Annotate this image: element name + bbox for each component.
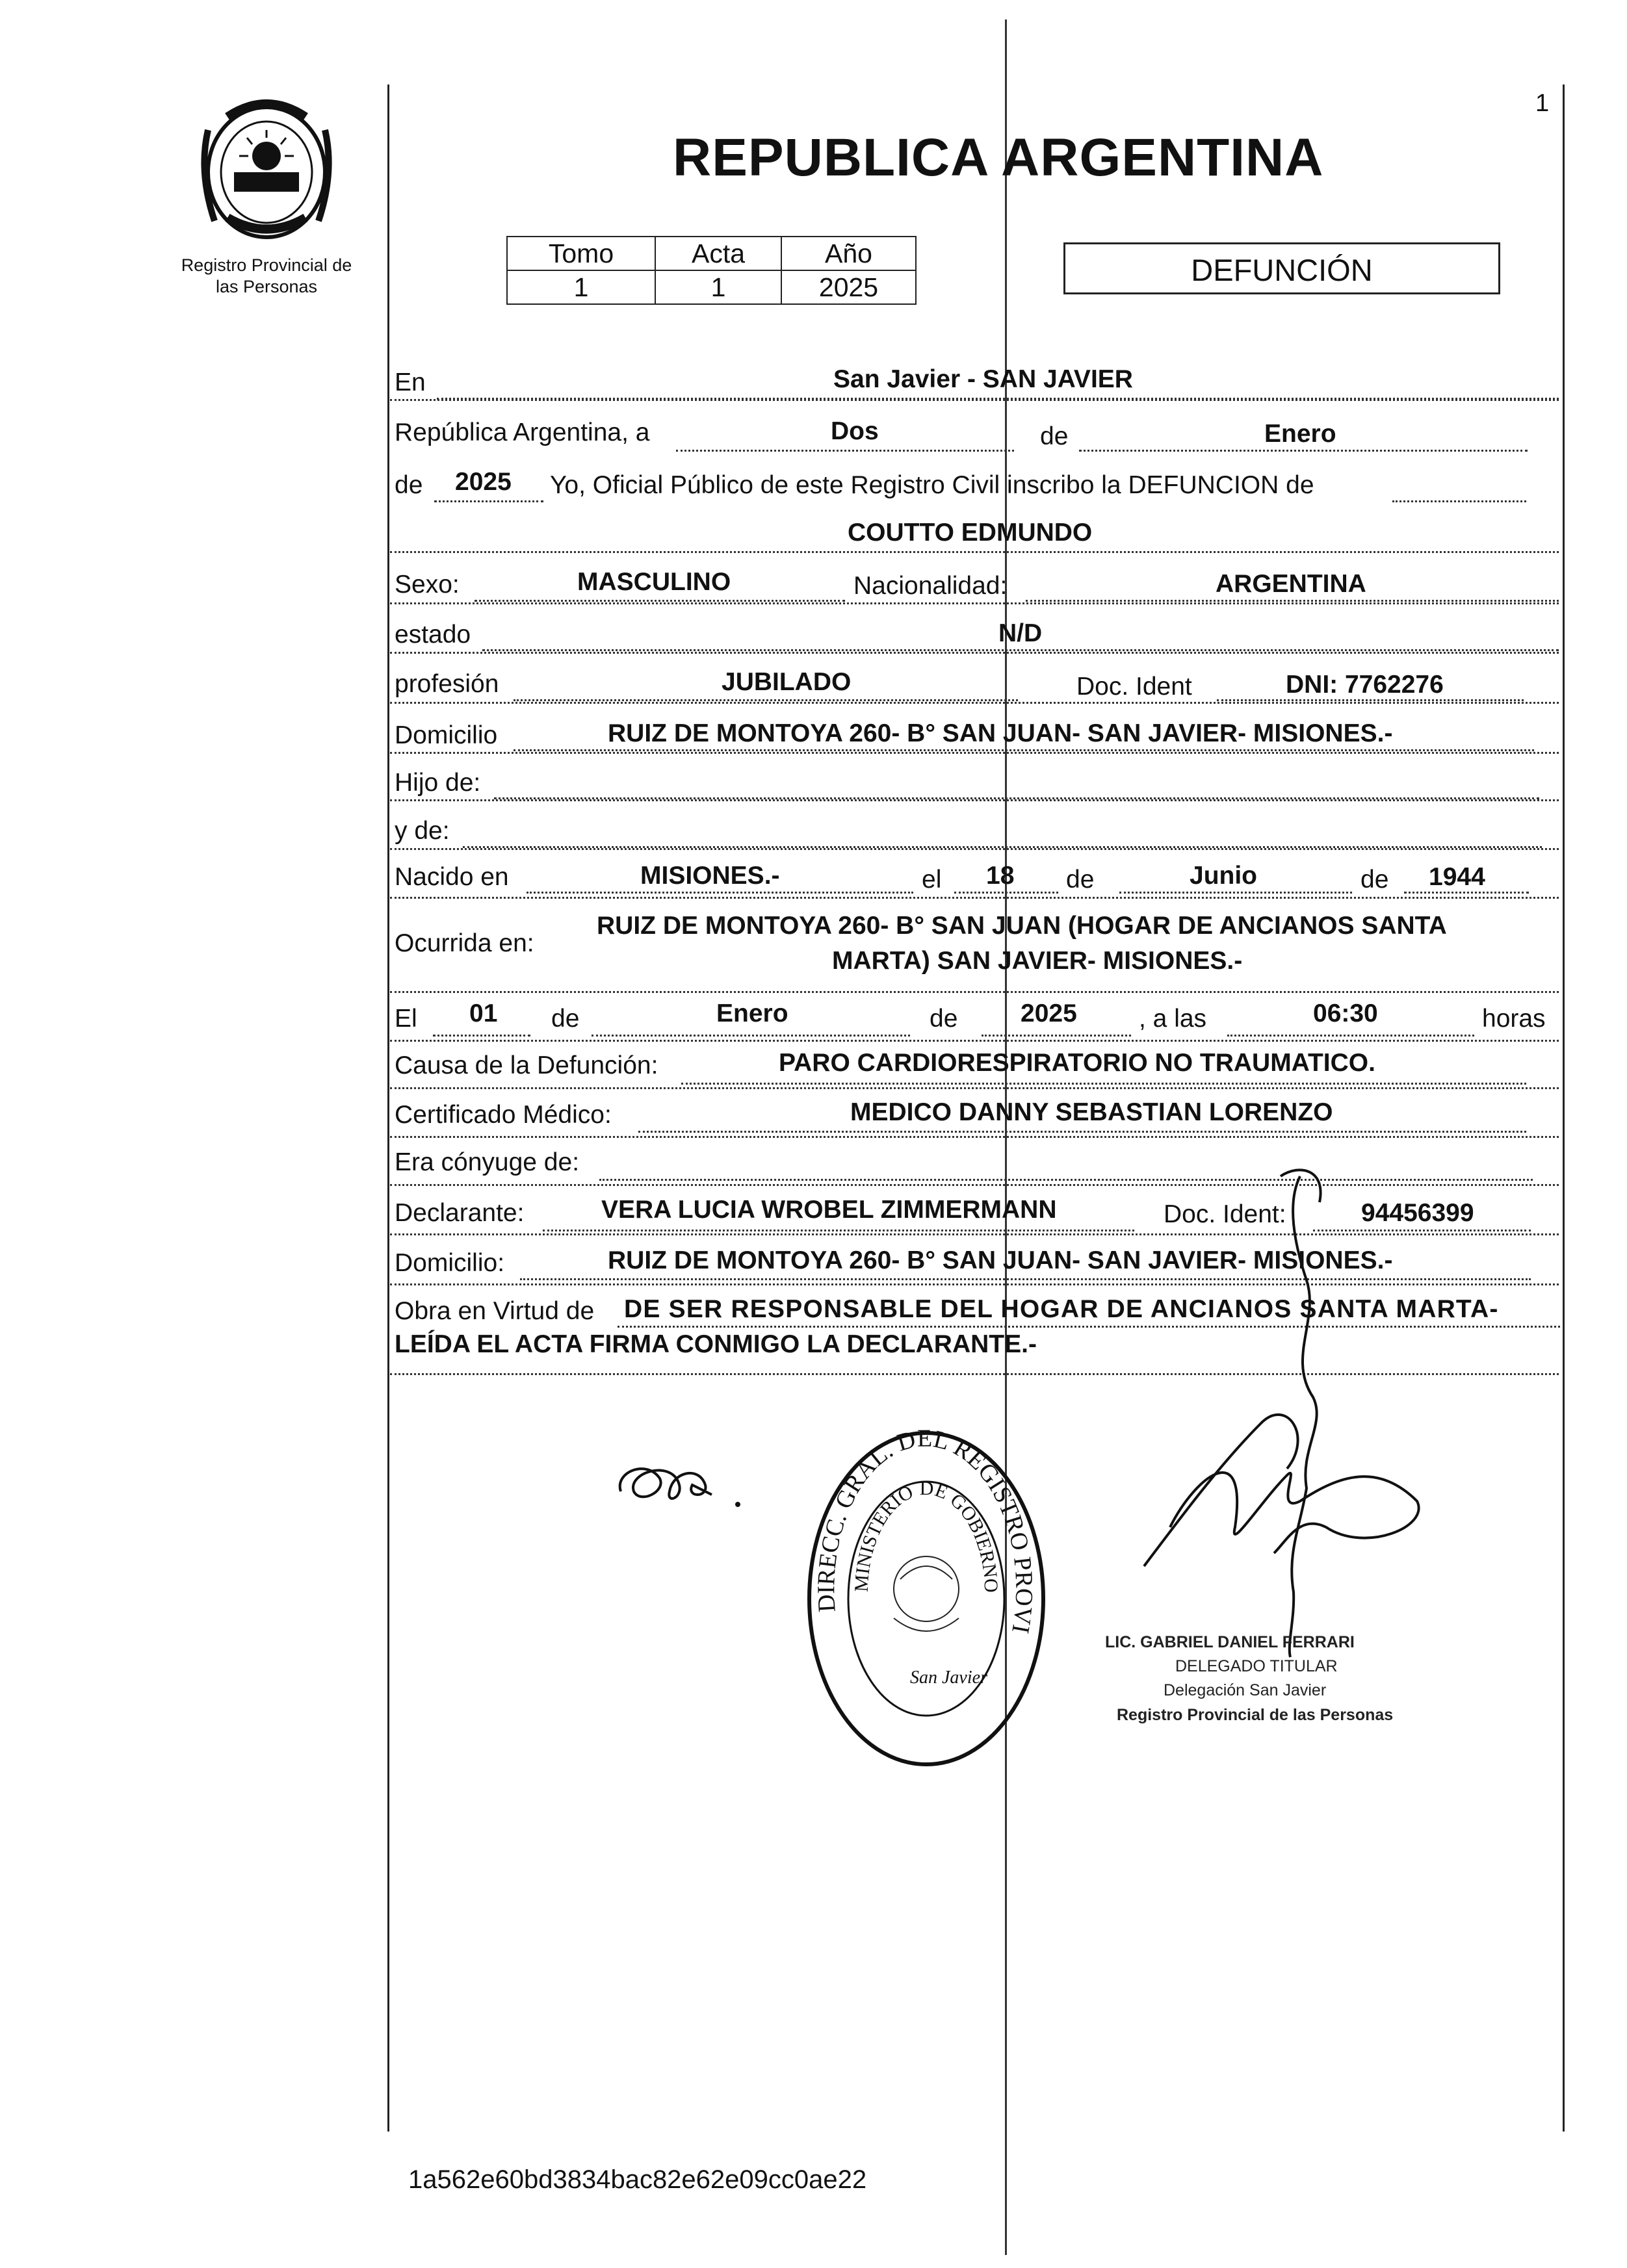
- dotted-fill: [638, 1131, 1526, 1133]
- dotted-fill: [527, 892, 913, 894]
- officer-role: DELEGADO TITULAR: [1175, 1657, 1338, 1675]
- dotted-fill: [463, 846, 1542, 848]
- cert-value: MEDICO DANNY SEBASTIAN LORENZO: [850, 1098, 1333, 1126]
- obra-value-line2: LEÍDA EL ACTA FIRMA CONMIGO LA DECLARANTE.-: [395, 1330, 1037, 1358]
- row-divider: [390, 799, 1559, 801]
- ocurrida-value-line2: MARTA) SAN JAVIER- MISIONES.-: [832, 947, 1243, 975]
- sexo-label: Sexo:: [395, 571, 460, 599]
- hijo-label: Hijo de:: [395, 769, 481, 797]
- nacionalidad-value: ARGENTINA: [1216, 570, 1366, 598]
- row-divider: [390, 752, 1559, 754]
- dotted-fill: [475, 600, 845, 602]
- ocurrida-value-line1: RUIZ DE MONTOYA 260- B° SAN JUAN (HOGAR DE ANCIANOS SANTA: [597, 912, 1447, 940]
- page-number: 1: [1535, 90, 1550, 117]
- right-margin-line: [1563, 84, 1565, 2132]
- de2-label: de: [395, 471, 423, 499]
- document-hash: 1a562e60bd3834bac82e62e09cc0ae22: [408, 2165, 867, 2194]
- ocurrida-label: Ocurrida en:: [395, 929, 534, 957]
- death-day-value: 01: [469, 999, 498, 1027]
- seal-inner-text: MINISTERIO DE GOBIERNO: [850, 1477, 1002, 1593]
- row-divider: [390, 1136, 1559, 1138]
- year-value: 2025: [455, 468, 512, 496]
- table-header: Acta: [655, 237, 781, 270]
- republica-label: República Argentina, a: [395, 419, 650, 446]
- row-divider: [390, 1040, 1559, 1042]
- row-divider: [390, 602, 1559, 604]
- death-time-value: 06:30: [1313, 999, 1378, 1027]
- seal-city-text: San Javier: [910, 1668, 987, 1688]
- row-divider: [390, 991, 1559, 993]
- profesion-label: profesión: [395, 670, 499, 698]
- dotted-fill: [1404, 892, 1529, 894]
- registry-label: Registro Provincial de las Personas: [181, 255, 352, 296]
- domicilio2-label: Domicilio:: [395, 1249, 505, 1277]
- dotted-fill: [681, 1083, 1526, 1085]
- row-divider: [390, 551, 1559, 553]
- misiones-coat-of-arms-logo: [189, 91, 345, 247]
- row-divider: [390, 652, 1559, 654]
- horas-label: horas: [1482, 1005, 1546, 1033]
- profesion-value: JUBILADO: [722, 668, 852, 696]
- dotted-fill: [434, 500, 543, 502]
- causa-value: PARO CARDIORESPIRATORIO NO TRAUMATICO.: [779, 1049, 1375, 1077]
- initials-signature: [608, 1446, 738, 1524]
- dotted-fill: [482, 649, 1559, 651]
- left-margin-line: [387, 84, 389, 2132]
- doc-label: Doc. Ident: [1076, 673, 1192, 701]
- table-cell: 1: [655, 270, 781, 304]
- cert-label: Certificado Médico:: [395, 1101, 612, 1129]
- dotted-fill: [514, 749, 1534, 751]
- table-cell: 1: [507, 270, 655, 304]
- alas-label: , a las: [1139, 1005, 1207, 1033]
- conyuge-label: Era cónyuge de:: [395, 1148, 580, 1176]
- causa-label: Causa de la Defunción:: [395, 1051, 658, 1079]
- place-value: San Javier - SAN JAVIER: [833, 365, 1133, 393]
- el-label: el: [922, 866, 942, 894]
- table-cell: 2025: [781, 270, 916, 304]
- deceased-name-value: COUTTO EDMUNDO: [848, 519, 1093, 547]
- dotted-fill: [437, 398, 1559, 400]
- obra-label: Obra en Virtud de: [395, 1297, 595, 1325]
- el2-label: El: [395, 1005, 417, 1033]
- record-type-box: DEFUNCIÓN: [1063, 242, 1500, 294]
- de4-label: de: [1360, 866, 1389, 894]
- seal-outer-text: DIRECC. GRAL. DEL REGISTRO PROVINCIAL DE LAS PERSONAS: [787, 1402, 1038, 1636]
- yde-label: y de:: [395, 817, 450, 845]
- birth-month-value: Junio: [1190, 862, 1257, 890]
- domicilio-value: RUIZ DE MONTOYA 260- B° SAN JUAN- SAN JAVIER- MISIONES.-: [608, 719, 1393, 747]
- page-title: REPUBLICA ARGENTINA: [673, 128, 1324, 187]
- row-divider: [390, 702, 1559, 704]
- svg-text:DIRECC. GRAL. DEL REGISTRO PRO: [787, 1402, 1037, 1636]
- officer-registry: Registro Provincial de las Personas: [1117, 1706, 1394, 1724]
- dotted-fill: [954, 892, 1058, 894]
- dotted-fill: [1119, 892, 1352, 894]
- sexo-value: MASCULINO: [577, 568, 731, 596]
- estado-label: estado: [395, 621, 471, 649]
- dotted-fill: [1079, 450, 1528, 452]
- domicilio2-value: RUIZ DE MONTOYA 260- B° SAN JUAN- SAN JAVIER- MISIONES.-: [608, 1246, 1393, 1274]
- day-text-value: Dos: [831, 417, 879, 445]
- obra-value-line1: DE SER RESPONSABLE DEL HOGAR DE ANCIANOS SANTA MARTA-: [624, 1295, 1499, 1323]
- dotted-fill: [543, 1230, 1134, 1231]
- dotted-fill: [494, 797, 1539, 799]
- death-month-value: Enero: [716, 999, 788, 1027]
- official-seal: [787, 1402, 1056, 1774]
- dotted-fill: [592, 1035, 910, 1037]
- de-label: de: [1040, 422, 1069, 450]
- doc-value: DNI: 7762276: [1286, 671, 1444, 699]
- en-label: En: [395, 368, 426, 396]
- dotted-fill: [1217, 699, 1524, 701]
- dotted-fill: [514, 699, 1018, 701]
- declarante-value: VERA LUCIA WROBEL ZIMMERMANN: [601, 1196, 1057, 1224]
- table-header: Tomo: [507, 237, 655, 270]
- officer-signature: [1092, 1163, 1430, 1670]
- doc2-value: 94456399: [1361, 1199, 1474, 1227]
- de5-label: de: [551, 1005, 580, 1033]
- death-year-value: 2025: [1021, 999, 1077, 1027]
- dotted-fill: [1026, 600, 1559, 602]
- birth-year-value: 1944: [1429, 863, 1485, 891]
- svg-text:MINISTERIO DE GOBIERNO: [851, 1478, 1002, 1593]
- table-header: Año: [781, 237, 916, 270]
- dotted-fill: [982, 1035, 1131, 1037]
- row-divider: [390, 848, 1559, 850]
- row-divider: [390, 897, 1559, 899]
- officer-name: LIC. GABRIEL DANIEL FERRARI: [1105, 1633, 1355, 1651]
- birth-day-value: 18: [986, 862, 1015, 890]
- nacido-value: MISIONES.-: [640, 862, 780, 890]
- row-divider: [390, 1087, 1559, 1089]
- nacionalidad-label: Nacionalidad:: [853, 572, 1008, 600]
- officer-office: Delegación San Javier: [1164, 1681, 1327, 1699]
- declarante-label: Declarante:: [395, 1199, 525, 1227]
- dotted-fill: [1392, 500, 1526, 502]
- dotted-fill: [1227, 1035, 1474, 1037]
- reference-table: [506, 236, 917, 305]
- doc2-label: Doc. Ident:: [1164, 1200, 1286, 1228]
- de3-label: de: [1066, 866, 1095, 894]
- inscribo-text: Yo, Oficial Público de este Registro Civil inscribo la DEFUNCION de: [550, 471, 1314, 499]
- de6-label: de: [930, 1005, 958, 1033]
- nacido-label: Nacido en: [395, 863, 509, 891]
- estado-value: N/D: [998, 619, 1043, 647]
- dotted-fill: [433, 1035, 530, 1037]
- domicilio-label: Domicilio: [395, 721, 498, 749]
- month-text-value: Enero: [1264, 420, 1336, 448]
- dotted-fill: [676, 450, 1014, 452]
